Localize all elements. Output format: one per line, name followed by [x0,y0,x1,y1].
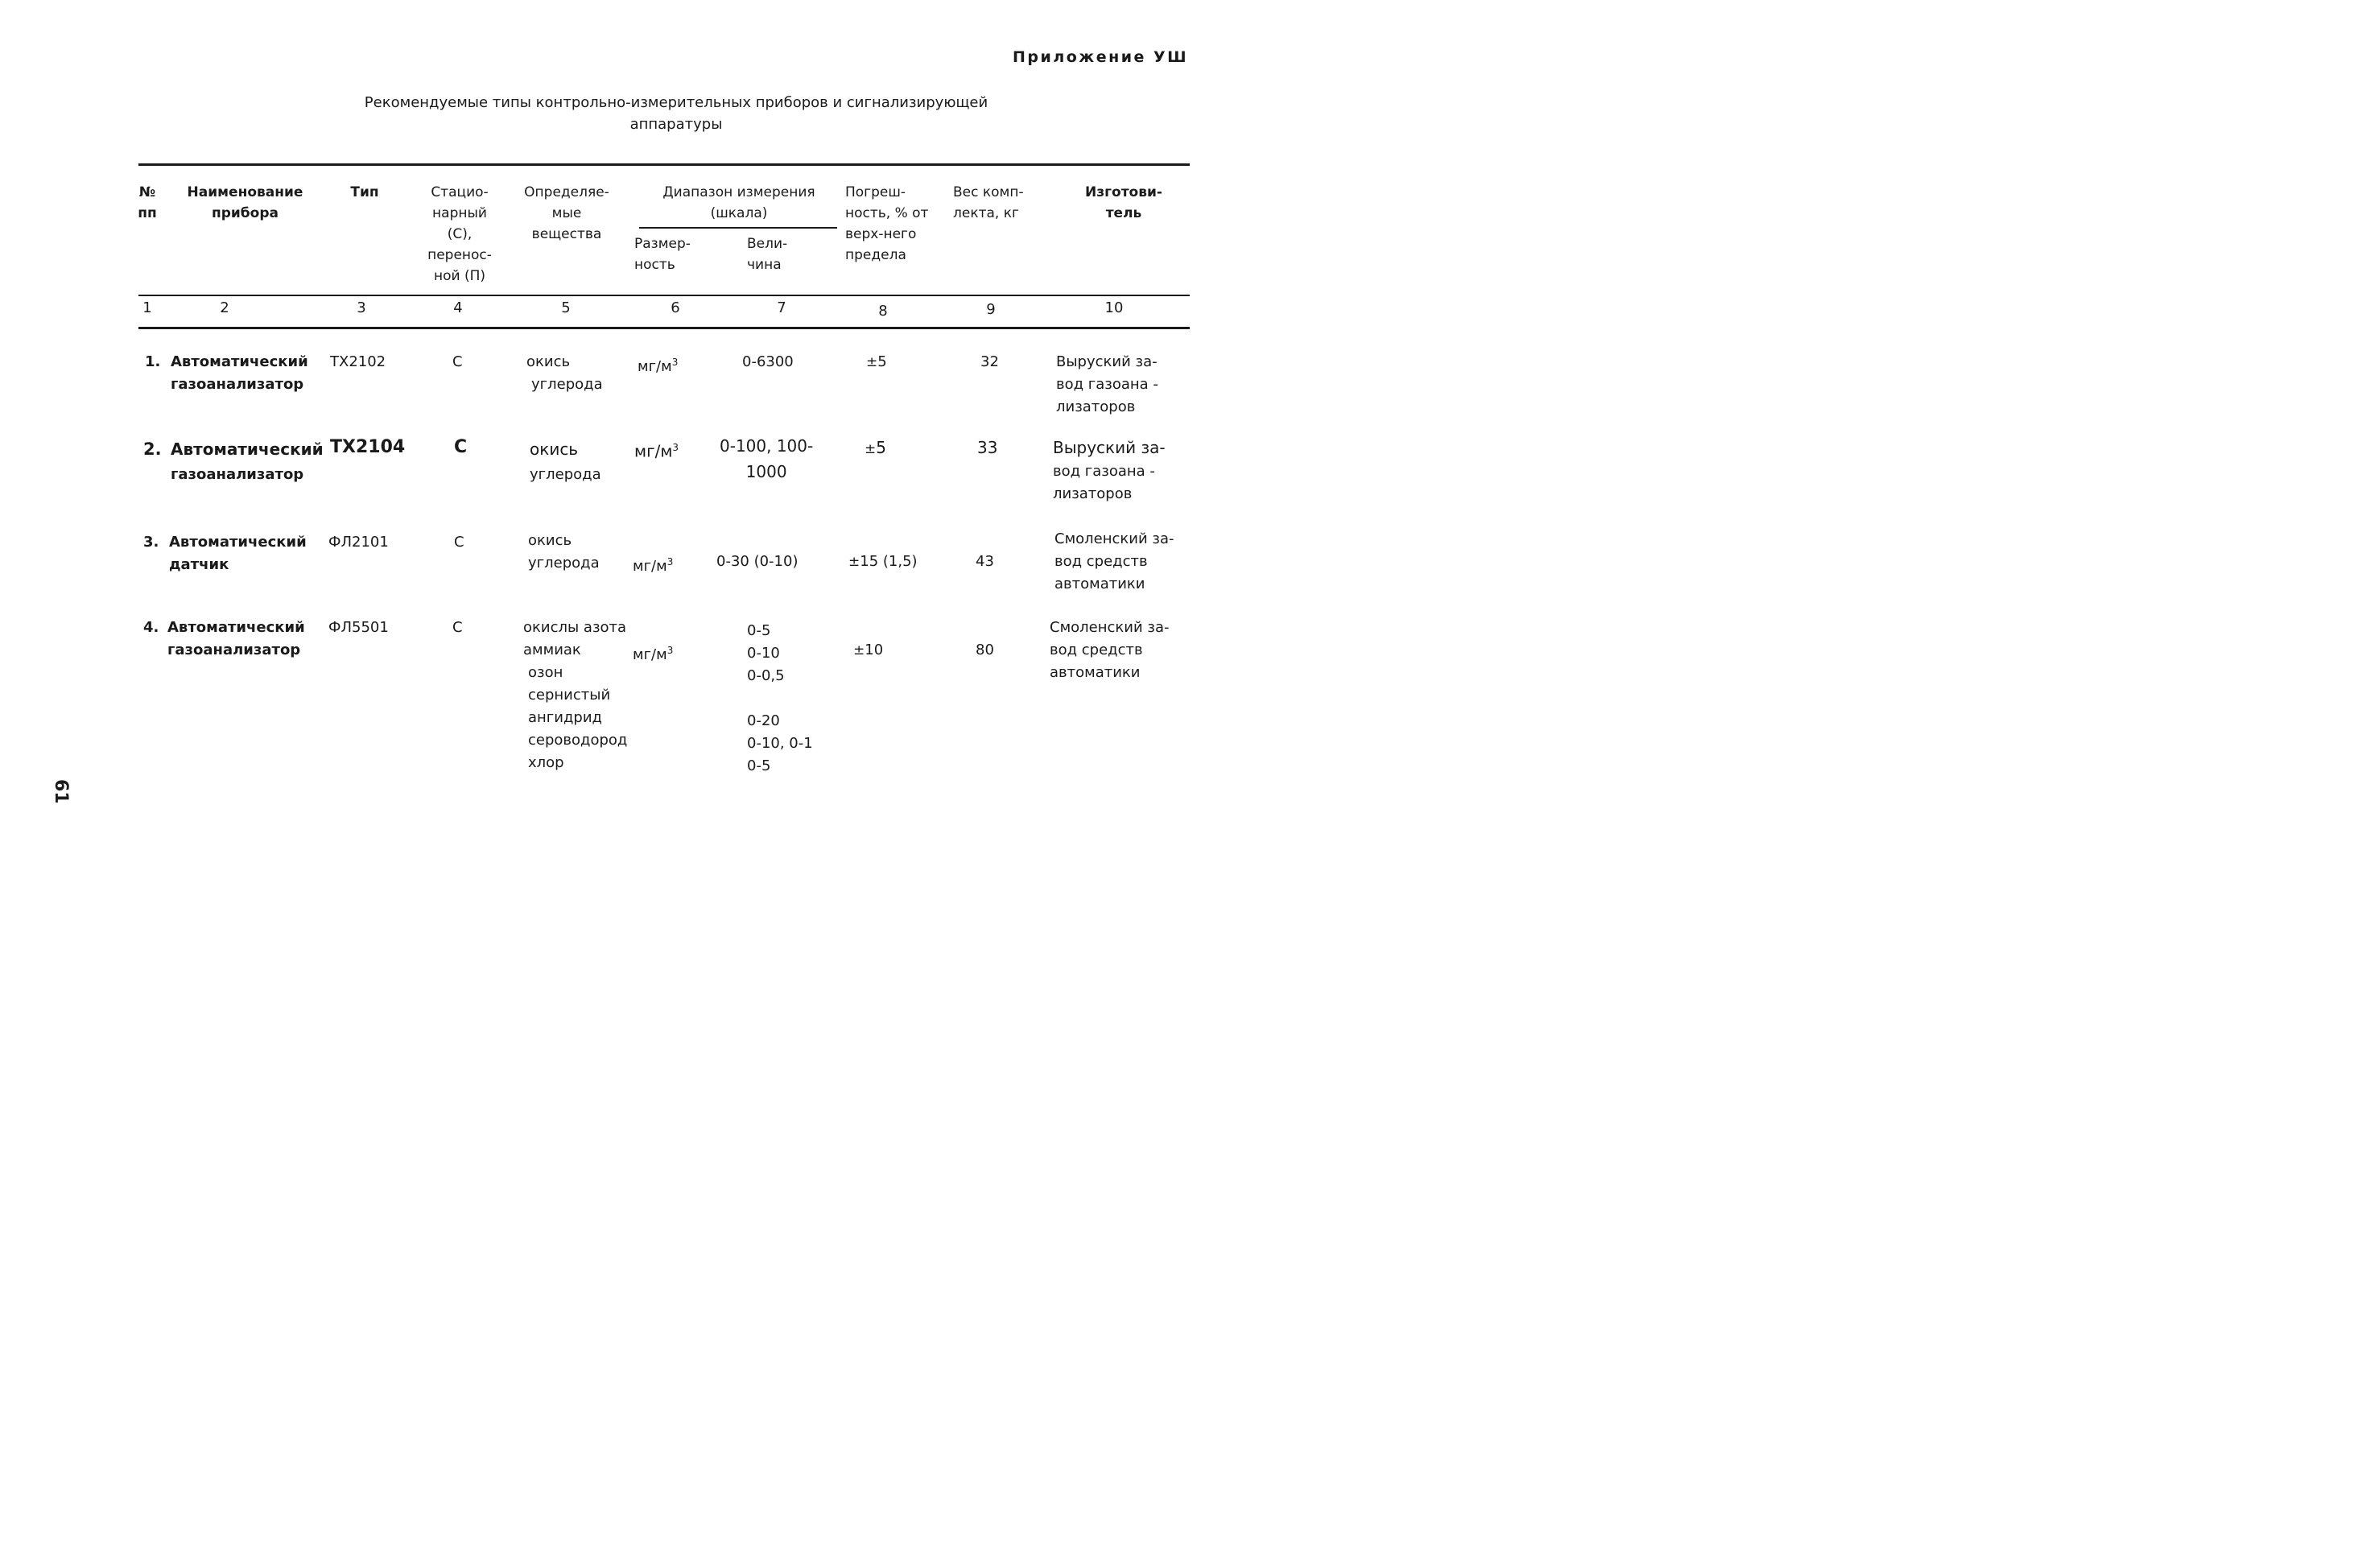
unit-text: мг/м [638,358,672,375]
maker-line: Выруский за- [1056,353,1158,370]
range-line: 0-5 [747,622,771,639]
unit [638,351,678,378]
range-line: 0-20 [747,712,780,729]
substance: окись [530,439,579,459]
substance: аммиак [523,642,581,658]
plus-minus-icon: ± [853,642,865,658]
range-line: 0-10, 0-1 [747,735,813,752]
maker-line: автоматики [1050,664,1141,681]
title-line-2: аппаратуры [629,116,723,133]
stationary-flag: С [454,534,464,551]
header-unit: Размер-ность [634,236,691,273]
substances [530,438,601,486]
device-type: ФЛ2101 [328,534,389,551]
range-value: 0-6300 [742,353,794,370]
column-numbers-rule [138,327,1190,329]
col-number: 3 [357,299,366,316]
weight: 80 [976,642,994,658]
substances [526,351,603,396]
header-stationary: Стацио-нарный (С), перенос-ной (П) [427,184,492,284]
device-name-line: Автоматический [171,353,308,370]
plus-minus-icon: ± [866,354,878,370]
range-line: 1000 [745,462,787,481]
maker [1056,351,1158,419]
error-text: 15 (1,5) [860,553,918,570]
col-number: 9 [986,301,996,318]
col-number: 1 [142,299,152,316]
device-name-line: Автоматический [167,619,305,636]
stationary-flag: С [452,353,463,370]
error-text: 10 [865,642,884,658]
range-value: 0-30 (0-10) [716,553,799,570]
device-name-line: газоанализатор [167,642,301,658]
error-text: 5 [876,438,886,457]
header-name: Наименование прибора [187,184,303,221]
substances [523,617,627,774]
error-value [853,639,883,662]
maker [1054,528,1174,596]
range-line: 0-10 [747,645,780,662]
header-no: № пп [138,184,157,221]
table-top-rule [138,163,1190,166]
header-error: Погреш-ность, % от верх-него предела [845,184,929,263]
title-line-1: Рекомендуемые типы контрольно-измерительных приборов и сигнализирующей [364,94,988,111]
col-number: 7 [777,299,786,316]
substance: озон [528,664,563,681]
substance: углерода [531,376,603,393]
unit-text: мг/м [633,646,667,663]
unit-text: мг/м [633,558,667,575]
stationary-flag: С [454,437,468,457]
maker-line: вод газоана - [1053,463,1155,480]
row-number: 1. [145,353,161,370]
error-value [865,436,886,460]
row-number: 4. [143,619,159,636]
substance: углерода [530,466,601,483]
maker-line: Смоленский за- [1054,530,1174,547]
error-value [866,351,887,373]
maker-line: вод средств [1054,553,1148,570]
maker-line: Выруский за- [1053,438,1166,457]
unit [634,436,679,463]
device-name-line: датчик [169,556,229,573]
appendix-label: Приложение УШ [1013,48,1189,66]
row-number: 3. [143,534,159,551]
header-maker: Изготови-тель [1085,184,1162,221]
header-type: Тип [350,184,379,200]
col-number: 5 [561,299,571,316]
substance: сероводород [528,732,628,749]
col-number: 8 [878,303,888,320]
device-name [171,438,324,486]
unit-exponent: 3 [666,645,674,656]
device-name [171,351,308,396]
unit [633,639,673,666]
plus-minus-icon: ± [848,554,860,570]
substance: сернистый [528,687,611,704]
row-number: 2. [143,439,162,459]
range-line [747,687,813,710]
header-substances: Определяе-мые вещества [524,184,609,242]
substance: окись [528,532,572,549]
substance: ангидрид [528,709,602,726]
col-number: 4 [453,299,463,316]
device-type: ТХ2102 [330,353,386,370]
range-value [720,435,813,483]
header-weight: Вес комп-лекта, кг [953,184,1024,221]
col-number: 2 [220,299,229,316]
unit-text: мг/м [634,441,673,461]
maker-line: вод средств [1050,642,1143,658]
unit [633,551,673,578]
weight: 43 [976,553,994,570]
substance: углерода [528,555,600,571]
unit-exponent: 3 [671,357,679,368]
maker [1053,436,1166,505]
substance: окись [526,353,571,370]
range-line: 0-5 [747,757,771,774]
weight: 32 [980,353,999,370]
device-type: ФЛ5501 [328,619,389,636]
unit-exponent: 3 [672,442,679,453]
unit-exponent: 3 [666,556,674,567]
maker-line: Смоленский за- [1050,619,1170,636]
device-name [167,617,305,662]
header-bottom-rule [138,295,1190,296]
error-text: 5 [877,353,887,370]
error-value [848,551,918,573]
plus-minus-icon: ± [865,441,877,457]
weight: 33 [977,438,998,457]
col-number: 6 [671,299,680,316]
document-title [241,92,1111,135]
col-number: 10 [1104,299,1124,316]
header-range: Диапазон измерения (шкала) [662,184,815,221]
maker [1050,617,1170,684]
stationary-flag: С [452,619,463,636]
substance: окислы азота [523,619,627,636]
substances [528,530,600,575]
device-name-line: Автоматический [169,534,307,551]
header-value: Вели-чина [747,236,788,273]
device-name [169,531,307,576]
range-line: 0-100, 100- [720,436,814,456]
page-number: 61 [51,779,71,804]
maker-line: вод газоана - [1056,376,1158,393]
maker-line: лизаторов [1056,398,1136,415]
maker-line: лизаторов [1053,485,1133,502]
device-name-line: Автоматический [171,439,324,459]
range-value [747,620,813,778]
device-name-line: газоанализатор [171,466,304,483]
maker-line: автоматики [1054,576,1145,592]
substance: хлор [528,754,564,771]
range-subheader-rule [639,227,837,229]
range-line: 0-0,5 [747,667,785,684]
device-type: ТХ2104 [330,437,406,457]
device-name-line: газоанализатор [171,376,304,393]
